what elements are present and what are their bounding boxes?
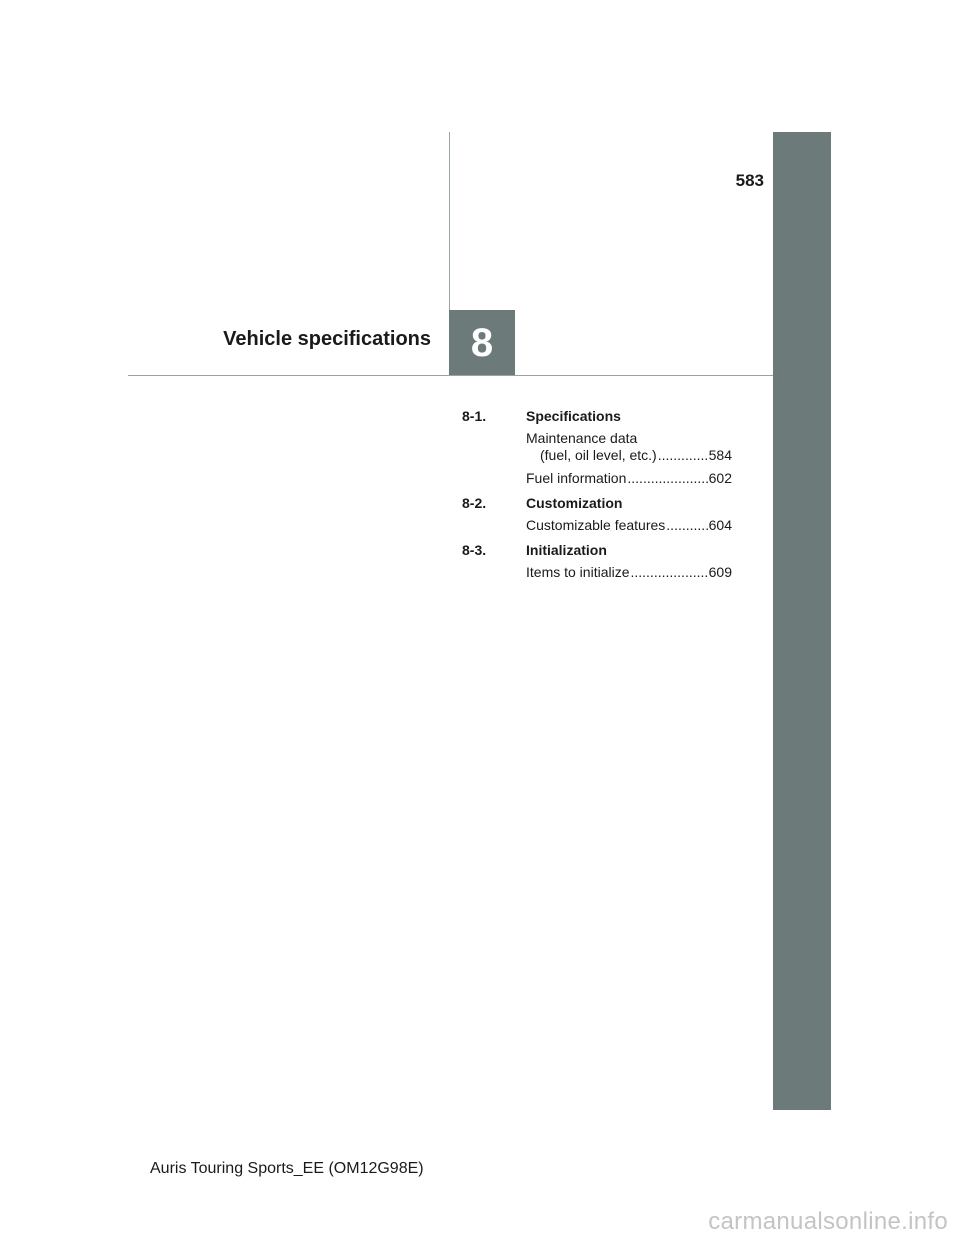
section-number: 8-1.: [462, 408, 487, 424]
horizontal-divider: [128, 375, 773, 376]
toc-section: [462, 495, 732, 534]
dot-leader: [630, 564, 707, 581]
dot-leader: [627, 470, 707, 487]
toc-entry[interactable]: [526, 430, 732, 464]
section-number: 8-2.: [462, 495, 487, 511]
toc-entry-line: [526, 564, 732, 581]
section-heading: [462, 542, 732, 559]
footer-text: Auris Touring Sports_EE (OM12G98E): [150, 1160, 424, 1177]
toc-entry-label: Maintenance data: [526, 430, 638, 446]
toc-entry-page: 602: [708, 470, 732, 486]
toc-entry-page: 604: [708, 517, 732, 533]
toc-entry-label: (fuel, oil level, etc.): [540, 447, 657, 463]
toc-entry[interactable]: [526, 564, 732, 581]
toc-section: [462, 408, 732, 487]
toc-entry[interactable]: [526, 470, 732, 487]
chapter-number-box: 8: [449, 310, 515, 376]
toc-entry[interactable]: [526, 517, 732, 534]
section-heading: [462, 408, 732, 425]
toc-entry-line: [526, 447, 732, 464]
watermark: carmanualsonline.info: [708, 1208, 948, 1235]
section-title: Initialization: [526, 542, 607, 558]
toc-entry-line: [526, 470, 732, 487]
toc-entry-line: [526, 517, 732, 534]
toc-entry-page: 609: [708, 564, 732, 580]
toc-entry-label: Customizable features: [526, 517, 666, 533]
dot-leader: [658, 447, 708, 464]
section-heading: [462, 495, 732, 512]
chapter-tab-bar: [773, 132, 831, 1110]
page-number: 583: [735, 171, 764, 190]
dot-leader: [666, 517, 707, 534]
vertical-divider: [449, 132, 450, 310]
table-of-contents: [462, 408, 732, 589]
section-title: Customization: [526, 495, 623, 511]
toc-section: [462, 542, 732, 581]
section-title: Specifications: [526, 408, 621, 424]
chapter-title: Vehicle specifications: [223, 328, 431, 350]
toc-entry-label: Fuel information: [526, 470, 627, 486]
section-number: 8-3.: [462, 542, 487, 558]
toc-entry-page: 584: [708, 447, 732, 463]
toc-entry-label: Items to initialize: [526, 564, 630, 580]
